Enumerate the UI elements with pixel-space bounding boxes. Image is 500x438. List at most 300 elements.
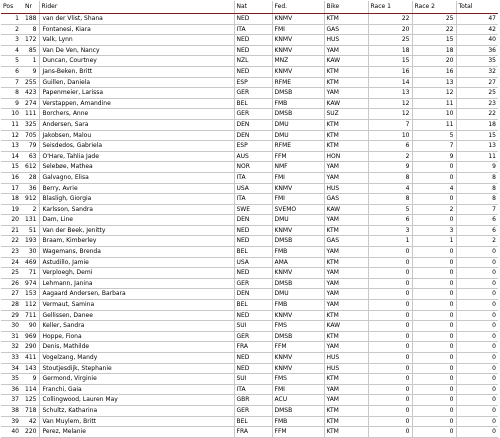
cell-nat: ESP [234,77,272,88]
cell-fed: DMSB [272,278,324,289]
cell-bike: GAS [324,194,368,205]
table-row [1,225,498,236]
cell-race1: 1 [368,236,412,247]
cell-nat: NED [234,236,272,247]
table-row [1,24,498,35]
cell-nr: 172 [23,35,39,46]
cell-rider: van der Vlist, Shana [39,14,234,25]
cell-fed: FMI [272,194,324,205]
cell-bike: YAM [324,247,368,258]
cell-fed: FFM [272,151,324,162]
cell-nat: ITA [234,194,272,205]
cell-race1: 0 [368,331,412,342]
cell-bike: KTM [324,119,368,130]
cell-nat: NED [234,268,272,279]
cell-nr: 131 [23,215,39,226]
cell-fed: SVEMO [272,204,324,215]
cell-rider: Van der Beek, Jenitty [39,225,234,236]
cell-race1: 25 [368,35,412,46]
cell-race1: 3 [368,225,412,236]
cell-fed: FMI [272,172,324,183]
cell-rider: Schultz, Katharina [39,405,234,416]
table-row [1,247,498,258]
cell-pos: 7 [1,77,23,88]
cell-total: 0 [456,416,498,427]
cell-pos: 19 [1,204,23,215]
cell-race2: 0 [412,342,456,353]
cell-race1: 0 [368,342,412,353]
cell-race2: 0 [412,331,456,342]
cell-rider: Selebøe, Mathea [39,162,234,173]
cell-nr: 325 [23,119,39,130]
cell-race2: 12 [412,88,456,99]
cell-rider: Stoutjesdijk, Stephanie [39,363,234,374]
cell-race2: 2 [412,204,456,215]
table-row [1,321,498,332]
table-row [1,151,498,162]
cell-nat: ITA [234,24,272,35]
cell-fed: KNMV [272,35,324,46]
cell-nr: 2 [23,204,39,215]
cell-nr: 42 [23,416,39,427]
cell-nr: 705 [23,130,39,141]
cell-race1: 7 [368,119,412,130]
cell-nat: SWE [234,204,272,215]
cell-race1: 0 [368,278,412,289]
cell-rider: Vogelzang, Mandy [39,353,234,364]
cell-total: 0 [456,374,498,385]
table-row [1,98,498,109]
cell-race1: 0 [368,353,412,364]
header-fed: Fed. [272,1,324,14]
cell-race2: 22 [412,24,456,35]
table-row [1,363,498,374]
cell-nat: NED [234,225,272,236]
header-race1: Race 1 [368,1,412,14]
cell-race2: 0 [412,405,456,416]
table-row [1,77,498,88]
cell-nat: BEL [234,98,272,109]
cell-race2: 16 [412,66,456,77]
cell-nr: 423 [23,88,39,99]
cell-fed: FMI [272,384,324,395]
table-row [1,35,498,46]
cell-bike: KTM [324,257,368,268]
table-row [1,289,498,300]
cell-rider: Papenmeier, Larissa [39,88,234,99]
cell-race1: 8 [368,172,412,183]
cell-fed: FFM [272,427,324,438]
cell-total: 23 [456,98,498,109]
cell-total: 7 [456,204,498,215]
cell-rider: Verploegh, Demi [39,268,234,279]
cell-fed: KNMV [272,14,324,25]
cell-rider: Guillen, Daniela [39,77,234,88]
cell-race1: 0 [368,247,412,258]
cell-race1: 0 [368,374,412,385]
cell-bike: HUS [324,183,368,194]
cell-bike: YAM [324,172,368,183]
cell-bike: SUZ [324,109,368,120]
cell-fed: FFM [272,342,324,353]
cell-pos: 13 [1,141,23,152]
cell-race2: 0 [412,395,456,406]
cell-nr: 274 [23,98,39,109]
cell-fed: DMU [272,289,324,300]
cell-bike: KTM [324,405,368,416]
cell-rider: Van De Ven, Nancy [39,45,234,56]
cell-race2: 0 [412,300,456,311]
cell-pos: 16 [1,172,23,183]
cell-nr: 90 [23,321,39,332]
cell-bike: KTM [324,130,368,141]
cell-nat: SUI [234,321,272,332]
cell-race2: 0 [412,416,456,427]
cell-fed: FMB [272,300,324,311]
header-nat: Nat [234,1,272,14]
cell-race2: 10 [412,109,456,120]
table-row [1,342,498,353]
cell-race2: 4 [412,183,456,194]
cell-pos: 36 [1,384,23,395]
cell-total: 35 [456,56,498,67]
cell-pos: 12 [1,130,23,141]
cell-race2: 0 [412,427,456,438]
cell-total: 0 [456,405,498,416]
cell-nr: 612 [23,162,39,173]
cell-pos: 10 [1,109,23,120]
table-row [1,162,498,173]
cell-total: 0 [456,384,498,395]
cell-pos: 33 [1,353,23,364]
cell-bike: KAW [324,321,368,332]
cell-bike: HUS [324,363,368,374]
cell-rider: Hoppe, Fiona [39,331,234,342]
cell-bike: YAM [324,300,368,311]
cell-fed: AMA [272,257,324,268]
cell-rider: Lehmann, Janina [39,278,234,289]
cell-race2: 13 [412,77,456,88]
cell-rider: Valk, Lynn [39,35,234,46]
cell-nr: 125 [23,395,39,406]
cell-nat: USA [234,183,272,194]
cell-nat: ITA [234,172,272,183]
cell-rider: Berry, Avrie [39,183,234,194]
cell-nr: 63 [23,151,39,162]
cell-nr: 85 [23,45,39,56]
cell-race2: 1 [412,236,456,247]
cell-total: 32 [456,66,498,77]
cell-bike: KTM [324,310,368,321]
cell-bike: YAM [324,215,368,226]
cell-race2: 0 [412,194,456,205]
cell-race1: 0 [368,310,412,321]
cell-bike: YAM [324,45,368,56]
cell-race2: 5 [412,130,456,141]
cell-nr: 974 [23,278,39,289]
cell-nr: 79 [23,141,39,152]
cell-race1: 6 [368,141,412,152]
cell-pos: 18 [1,194,23,205]
cell-race1: 0 [368,427,412,438]
cell-total: 18 [456,119,498,130]
table-row [1,194,498,205]
cell-total: 42 [456,24,498,35]
cell-nr: 711 [23,310,39,321]
cell-fed: FMB [272,416,324,427]
cell-total: 0 [456,289,498,300]
cell-total: 0 [456,331,498,342]
cell-nr: 220 [23,427,39,438]
cell-nat: ESP [234,141,272,152]
cell-total: 0 [456,300,498,311]
table-row [1,14,498,25]
cell-pos: 15 [1,162,23,173]
cell-bike: HUS [324,353,368,364]
cell-race1: 22 [368,14,412,25]
cell-pos: 20 [1,215,23,226]
cell-race1: 12 [368,109,412,120]
cell-total: 0 [456,278,498,289]
cell-nr: 114 [23,384,39,395]
cell-nr: 290 [23,342,39,353]
cell-fed: KNMV [272,66,324,77]
cell-race1: 4 [368,183,412,194]
cell-nat: BEL [234,247,272,258]
cell-pos: 31 [1,331,23,342]
cell-pos: 3 [1,35,23,46]
cell-total: 0 [456,342,498,353]
cell-total: 0 [456,353,498,364]
table-row [1,416,498,427]
cell-bike: YAM [324,342,368,353]
cell-total: 25 [456,88,498,99]
cell-pos: 2 [1,24,23,35]
cell-total: 6 [456,215,498,226]
table-row [1,183,498,194]
cell-bike: GAS [324,236,368,247]
cell-bike: KTM [324,77,368,88]
cell-race2: 0 [412,268,456,279]
table-row [1,172,498,183]
cell-bike: KTM [324,374,368,385]
header-pos: Pos [1,1,23,14]
cell-pos: 37 [1,395,23,406]
cell-nr: 30 [23,247,39,258]
cell-race1: 13 [368,88,412,99]
cell-nat: USA [234,257,272,268]
cell-bike: KAW [324,98,368,109]
cell-nat: NED [234,45,272,56]
cell-nat: FRA [234,342,272,353]
cell-bike: YAM [324,395,368,406]
cell-bike: YAM [324,162,368,173]
cell-bike: YAM [324,88,368,99]
table-row [1,278,498,289]
cell-nat: DEN [234,119,272,130]
cell-total: 0 [456,268,498,279]
cell-nr: 255 [23,77,39,88]
cell-bike: YAM [324,278,368,289]
cell-nr: 718 [23,405,39,416]
cell-race1: 0 [368,395,412,406]
cell-bike: HON [324,151,368,162]
cell-bike: YAM [324,384,368,395]
table-row [1,215,498,226]
cell-total: 40 [456,35,498,46]
cell-nat: NED [234,353,272,364]
cell-fed: DMSB [272,331,324,342]
cell-pos: 30 [1,321,23,332]
cell-fed: KNMV [272,45,324,56]
cell-pos: 29 [1,310,23,321]
cell-race2: 9 [412,151,456,162]
cell-fed: FMS [272,321,324,332]
cell-nat: SUI [234,374,272,385]
cell-bike: KTM [324,66,368,77]
cell-nr: 143 [23,363,39,374]
table-row [1,141,498,152]
cell-bike: KTM [324,331,368,342]
cell-pos: 11 [1,119,23,130]
cell-nat: NED [234,310,272,321]
cell-total: 0 [456,310,498,321]
cell-pos: 22 [1,236,23,247]
cell-pos: 17 [1,183,23,194]
table-row [1,353,498,364]
table-row [1,268,498,279]
cell-total: 11 [456,151,498,162]
cell-nr: 51 [23,225,39,236]
cell-rider: Braam, Kimberley [39,236,234,247]
cell-race1: 0 [368,257,412,268]
cell-race2: 0 [412,310,456,321]
cell-total: 0 [456,363,498,374]
cell-nat: FRA [234,427,272,438]
cell-race2: 0 [412,374,456,385]
cell-race1: 6 [368,215,412,226]
table-row [1,109,498,120]
cell-nat: GER [234,109,272,120]
cell-bike: GAS [324,24,368,35]
cell-total: 13 [456,141,498,152]
cell-race2: 0 [412,289,456,300]
table-body [1,14,498,438]
cell-rider: Vermaut, Samina [39,300,234,311]
cell-rider: Jans-Beken, Britt [39,66,234,77]
cell-rider: Karlsson, Sandra [39,204,234,215]
cell-rider: Fontanesi, Kiara [39,24,234,35]
cell-nr: 969 [23,331,39,342]
cell-pos: 34 [1,363,23,374]
cell-rider: Perez, Melanie [39,427,234,438]
cell-pos: 6 [1,66,23,77]
table-row [1,257,498,268]
cell-nat: NED [234,66,272,77]
cell-race1: 0 [368,416,412,427]
cell-total: 9 [456,162,498,173]
cell-total: 8 [456,194,498,205]
cell-nat: DEN [234,289,272,300]
cell-nr: 36 [23,183,39,194]
cell-nr: 411 [23,353,39,364]
cell-nat: GER [234,278,272,289]
header-race2: Race 2 [412,1,456,14]
cell-rider: Duncan, Courtney [39,56,234,67]
cell-race1: 8 [368,194,412,205]
results-table [1,1,498,438]
cell-fed: MNZ [272,56,324,67]
cell-pos: 9 [1,98,23,109]
cell-nat: GER [234,88,272,99]
cell-total: 36 [456,45,498,56]
cell-rider: Van Muylem, Britt [39,416,234,427]
cell-race2: 0 [412,162,456,173]
cell-race2: 18 [412,45,456,56]
cell-fed: FMB [272,247,324,258]
cell-fed: DMU [272,215,324,226]
cell-pos: 39 [1,416,23,427]
cell-nr: 9 [23,66,39,77]
cell-fed: DMSB [272,109,324,120]
cell-rider: Germond, Virginie [39,374,234,385]
cell-race2: 0 [412,172,456,183]
cell-rider: Aagaard Andersen, Barbara [39,289,234,300]
cell-race1: 2 [368,151,412,162]
cell-rider: Gellissen, Danee [39,310,234,321]
cell-race2: 7 [412,141,456,152]
cell-bike: YAM [324,268,368,279]
table-row [1,427,498,438]
cell-rider: Franchi, Gaia [39,384,234,395]
cell-total: 2 [456,236,498,247]
cell-rider: Keller, Sandra [39,321,234,332]
cell-nat: BEL [234,416,272,427]
cell-race2: 0 [412,278,456,289]
cell-fed: DMSB [272,236,324,247]
cell-total: 0 [456,257,498,268]
cell-rider: Astudillo, Jamie [39,257,234,268]
cell-fed: DMSB [272,405,324,416]
cell-total: 0 [456,427,498,438]
cell-rider: O'Hare, Tahlia Jade [39,151,234,162]
table-row [1,66,498,77]
cell-rider: Jakobsen, Malou [39,130,234,141]
cell-nr: 1 [23,56,39,67]
cell-fed: KNMV [272,183,324,194]
cell-total: 8 [456,172,498,183]
cell-rider: Dam, Line [39,215,234,226]
cell-rider: Verstappen, Amandine [39,98,234,109]
cell-bike: KTM [324,225,368,236]
table-row [1,204,498,215]
cell-nr: 9 [23,374,39,385]
cell-rider: Seisdedos, Gabriela [39,141,234,152]
cell-fed: KNMV [272,268,324,279]
cell-race1: 16 [368,66,412,77]
cell-race2: 0 [412,353,456,364]
cell-race2: 3 [412,225,456,236]
cell-race2: 25 [412,14,456,25]
cell-pos: 23 [1,247,23,258]
cell-nr: 28 [23,172,39,183]
cell-nat: AUS [234,151,272,162]
cell-pos: 1 [1,14,23,25]
cell-fed: KNMV [272,363,324,374]
cell-bike: KTM [324,427,368,438]
cell-total: 6 [456,225,498,236]
cell-rider: Galvagno, Elisa [39,172,234,183]
